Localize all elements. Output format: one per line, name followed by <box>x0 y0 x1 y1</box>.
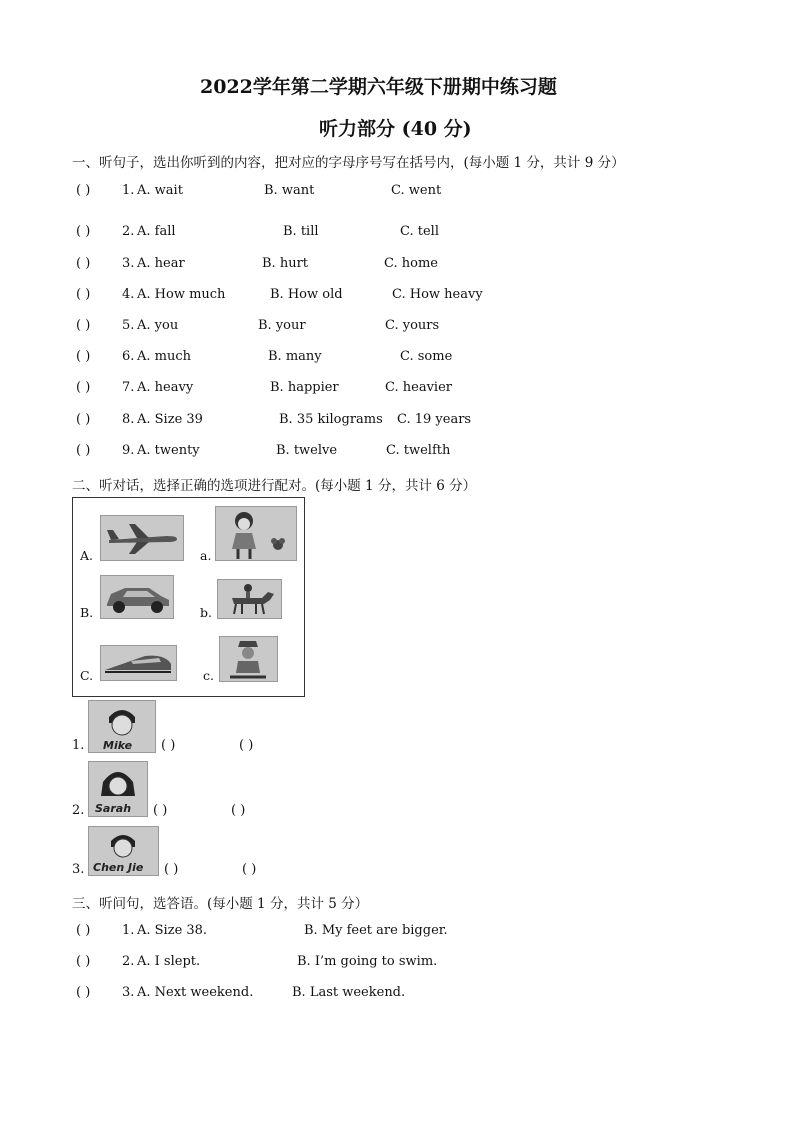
option-b: B. happier <box>270 380 339 395</box>
mike-portrait-image <box>88 700 156 753</box>
option-c: C. went <box>391 183 442 198</box>
answer-bracket[interactable]: ( ) <box>76 256 91 271</box>
option-b: B. want <box>264 183 315 198</box>
answer-bracket[interactable]: ( ) <box>231 803 246 818</box>
option-c: C. tell <box>400 224 439 239</box>
question-number: 5. <box>122 318 135 333</box>
option-c: C. twelfth <box>386 443 451 458</box>
option-a: A. much <box>137 349 192 364</box>
answer-bracket[interactable]: ( ) <box>76 287 91 302</box>
option-a: A. fall <box>137 224 176 239</box>
question-number: 9. <box>122 443 135 458</box>
answer-bracket[interactable]: ( ) <box>242 862 257 877</box>
option-b: B. your <box>258 318 306 333</box>
person-with-flower-image <box>215 506 297 561</box>
answer-bracket[interactable]: ( ) <box>76 443 91 458</box>
answer-bracket[interactable]: ( ) <box>76 923 91 938</box>
answer-bracket[interactable]: ( ) <box>76 318 91 333</box>
option-a: A. Size 39 <box>137 412 203 427</box>
option-b: B. twelve <box>276 443 338 458</box>
option-a: A. How much <box>137 287 226 302</box>
answer-bracket[interactable]: ( ) <box>76 412 91 427</box>
option-a: A. twenty <box>137 443 200 458</box>
person-number: 2. <box>72 803 85 818</box>
label-B: B. <box>80 605 94 620</box>
chen-jie-portrait-image <box>88 826 159 876</box>
label-A: A. <box>80 548 94 563</box>
option-b: B. My feet are bigger. <box>304 923 448 938</box>
person-number: 1. <box>72 738 85 753</box>
question-number: 1. <box>122 923 135 938</box>
question-number: 7. <box>122 380 135 395</box>
option-c: C. 19 years <box>397 412 472 427</box>
option-b: B. I’m going to swim. <box>297 954 438 969</box>
horse-rider-image <box>217 579 282 619</box>
section3-heading: 三、听问句，选答语。(每小题 1 分，共计 5 分） <box>72 896 369 912</box>
answer-bracket[interactable]: ( ) <box>76 985 91 1000</box>
option-c: C. some <box>400 349 453 364</box>
option-c: C. heavier <box>385 380 452 395</box>
question-number: 3. <box>122 985 135 1000</box>
sarah-portrait-image <box>88 761 148 817</box>
question-number: 6. <box>122 349 135 364</box>
person-number: 3. <box>72 862 85 877</box>
option-b: B. hurt <box>262 256 309 271</box>
question-number: 8. <box>122 412 135 427</box>
question-number: 3. <box>122 256 135 271</box>
car-image <box>100 575 174 619</box>
chen-jie-name-caption: Chen Jie <box>93 861 144 874</box>
option-a: A. I slept. <box>137 954 201 969</box>
option-c: C. How heavy <box>392 287 483 302</box>
airplane-image <box>100 515 184 561</box>
answer-bracket[interactable]: ( ) <box>76 183 91 198</box>
answer-bracket[interactable]: ( ) <box>239 738 254 753</box>
section2-heading: 二、听对话，选择正确的选项进行配对。(每小题 1 分，共计 6 分） <box>72 478 477 494</box>
matching-picture-box <box>72 497 305 697</box>
option-a: A. Size 38. <box>137 923 208 938</box>
option-c: C. yours <box>385 318 440 333</box>
question-number: 2. <box>122 954 135 969</box>
section1-heading: 一、听句子，选出你听到的内容，把对应的字母序号写在括号内，(每小题 1 分，共计 9 分） <box>72 155 625 171</box>
page-subtitle: 听力部分 (40 分) <box>319 118 472 140</box>
label-a: a. <box>200 548 212 563</box>
answer-bracket[interactable]: ( ) <box>76 954 91 969</box>
question-number: 4. <box>122 287 135 302</box>
label-b: b. <box>200 605 212 620</box>
mike-name-caption: Mike <box>103 739 133 752</box>
answer-bracket[interactable]: ( ) <box>76 224 91 239</box>
high-speed-train-image <box>100 645 177 681</box>
label-C: C. <box>80 668 94 683</box>
option-b: B. 35 kilograms <box>279 412 383 427</box>
question-number: 1. <box>122 183 135 198</box>
answer-bracket[interactable]: ( ) <box>76 349 91 364</box>
question-number: 2. <box>122 224 135 239</box>
answer-bracket[interactable]: ( ) <box>153 803 168 818</box>
option-a: A. wait <box>137 183 183 198</box>
sarah-name-caption: Sarah <box>95 802 132 815</box>
option-b: B. till <box>283 224 319 239</box>
option-a: A. you <box>137 318 179 333</box>
option-a: A. hear <box>137 256 185 271</box>
page-title: 2022学年第二学期六年级下册期中练习题 <box>200 76 557 98</box>
option-b: B. many <box>268 349 322 364</box>
option-b: B. How old <box>270 287 343 302</box>
answer-bracket[interactable]: ( ) <box>164 862 179 877</box>
answer-bracket[interactable]: ( ) <box>76 380 91 395</box>
label-c: c. <box>203 668 214 683</box>
option-a: A. Next weekend. <box>137 985 254 1000</box>
answer-bracket[interactable]: ( ) <box>161 738 176 753</box>
person-with-hat-image <box>219 636 278 682</box>
option-c: C. home <box>384 256 438 271</box>
option-a: A. heavy <box>137 380 194 395</box>
option-b: B. Last weekend. <box>292 985 406 1000</box>
